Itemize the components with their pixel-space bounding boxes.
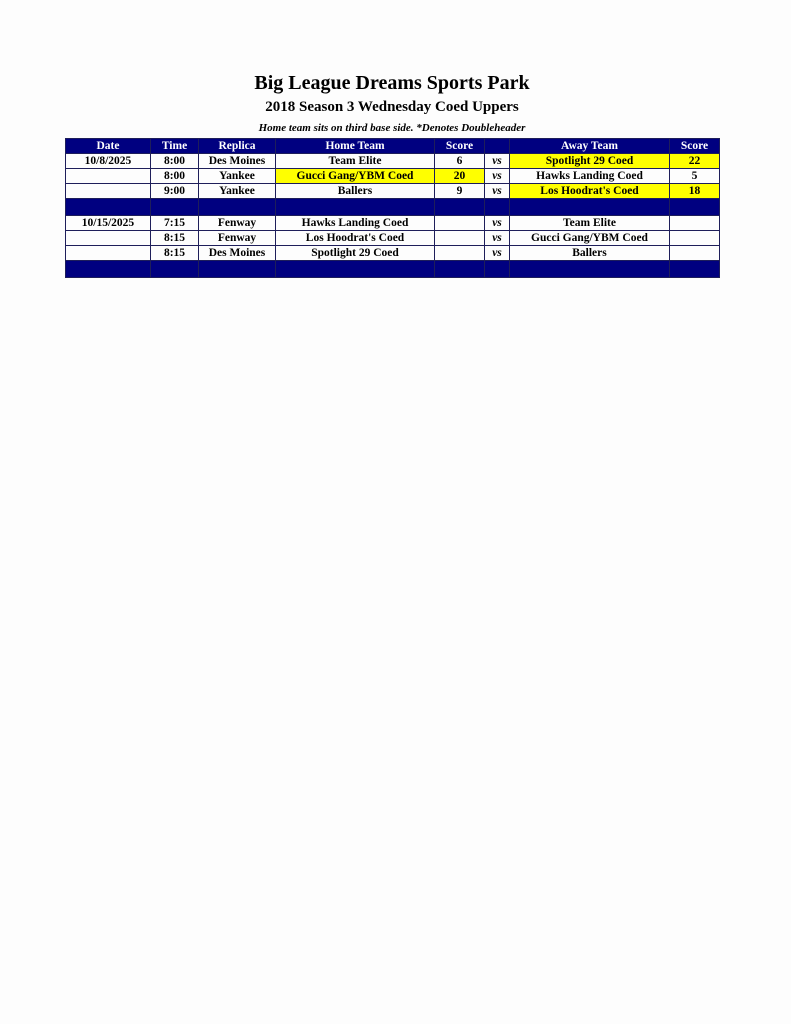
separator-cell	[435, 199, 485, 216]
home-team: Ballers	[276, 184, 435, 199]
game-replica: Des Moines	[199, 246, 276, 261]
separator-cell	[276, 261, 435, 278]
week-separator	[66, 261, 720, 278]
away-score: 22	[670, 154, 720, 169]
vs-label: vs	[485, 231, 510, 246]
home-team: Hawks Landing Coed	[276, 216, 435, 231]
vs-label: vs	[485, 184, 510, 199]
home-team: Team Elite	[276, 154, 435, 169]
game-time: 8:15	[151, 246, 199, 261]
away-team: Spotlight 29 Coed	[510, 154, 670, 169]
game-date	[66, 184, 151, 199]
home-team: Spotlight 29 Coed	[276, 246, 435, 261]
home-score	[435, 246, 485, 261]
col-away-team: Away Team	[510, 139, 670, 154]
col-away-score: Score	[670, 139, 720, 154]
game-replica: Fenway	[199, 216, 276, 231]
week-separator	[66, 199, 720, 216]
schedule-table	[65, 138, 720, 278]
away-score: 18	[670, 184, 720, 199]
separator-cell	[485, 261, 510, 278]
table-row	[66, 154, 720, 169]
game-replica: Fenway	[199, 231, 276, 246]
vs-label: vs	[485, 246, 510, 261]
away-score: 5	[670, 169, 720, 184]
col-time: Time	[151, 139, 199, 154]
away-score	[670, 246, 720, 261]
vs-label: vs	[485, 169, 510, 184]
game-date	[66, 169, 151, 184]
separator-cell	[485, 199, 510, 216]
schedule-body	[66, 154, 720, 278]
vs-label: vs	[485, 216, 510, 231]
separator-cell	[199, 261, 276, 278]
table-row	[66, 184, 720, 199]
game-date	[66, 246, 151, 261]
home-score: 9	[435, 184, 485, 199]
away-team: Ballers	[510, 246, 670, 261]
game-time: 9:00	[151, 184, 199, 199]
game-time: 8:00	[151, 154, 199, 169]
game-replica: Yankee	[199, 169, 276, 184]
table-row	[66, 169, 720, 184]
separator-cell	[670, 261, 720, 278]
separator-cell	[151, 199, 199, 216]
home-score: 20	[435, 169, 485, 184]
game-replica: Yankee	[199, 184, 276, 199]
page-subtitle: 2018 Season 3 Wednesday Coed Uppers	[265, 99, 519, 115]
page-title: Big League Dreams Sports Park	[254, 72, 530, 94]
home-team: Los Hoodrat's Coed	[276, 231, 435, 246]
away-team: Hawks Landing Coed	[510, 169, 670, 184]
game-time: 8:00	[151, 169, 199, 184]
separator-cell	[66, 199, 151, 216]
separator-cell	[435, 261, 485, 278]
separator-cell	[151, 261, 199, 278]
separator-cell	[670, 199, 720, 216]
home-score	[435, 216, 485, 231]
col-vs	[485, 139, 510, 154]
home-score: 6	[435, 154, 485, 169]
game-date: 10/15/2025	[66, 216, 151, 231]
away-score	[670, 231, 720, 246]
header-row	[66, 139, 720, 154]
vs-label: vs	[485, 154, 510, 169]
game-date: 10/8/2025	[66, 154, 151, 169]
col-home-score: Score	[435, 139, 485, 154]
separator-cell	[510, 199, 670, 216]
home-score	[435, 231, 485, 246]
home-team: Gucci Gang/YBM Coed	[276, 169, 435, 184]
separator-cell	[276, 199, 435, 216]
col-home-team: Home Team	[276, 139, 435, 154]
away-team: Los Hoodrat's Coed	[510, 184, 670, 199]
col-date: Date	[66, 139, 151, 154]
away-team: Team Elite	[510, 216, 670, 231]
separator-cell	[199, 199, 276, 216]
table-row	[66, 246, 720, 261]
game-time: 8:15	[151, 231, 199, 246]
away-score	[670, 216, 720, 231]
game-time: 7:15	[151, 216, 199, 231]
game-date	[66, 231, 151, 246]
table-row	[66, 216, 720, 231]
separator-cell	[510, 261, 670, 278]
col-replica: Replica	[199, 139, 276, 154]
away-team: Gucci Gang/YBM Coed	[510, 231, 670, 246]
separator-cell	[66, 261, 151, 278]
schedule-note: Home team sits on third base side. *Denotes Doubleheader	[258, 122, 526, 134]
table-row	[66, 231, 720, 246]
game-replica: Des Moines	[199, 154, 276, 169]
